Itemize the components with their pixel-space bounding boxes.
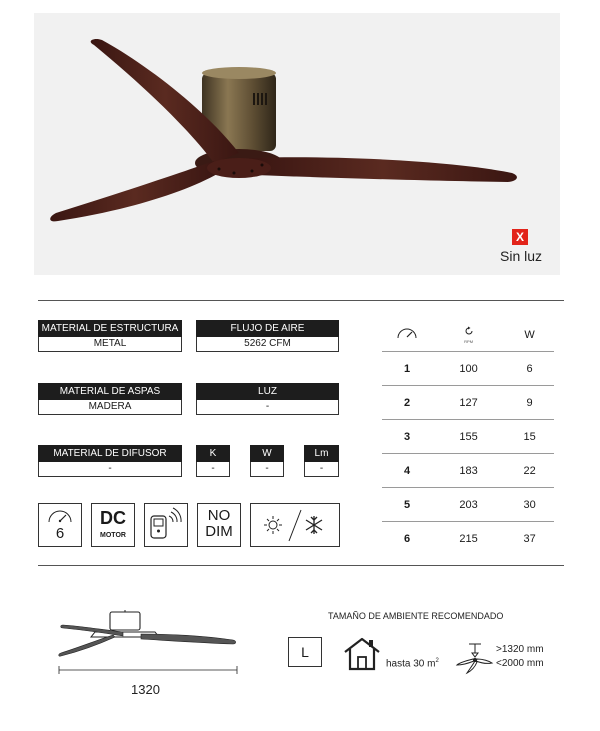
spec-w — [250, 445, 284, 477]
rotation-icon — [464, 326, 474, 336]
area-exponent: 2 — [435, 658, 439, 664]
speedometer-icon — [39, 506, 81, 526]
product-photo — [34, 13, 560, 275]
spec-value: METAL — [38, 337, 182, 352]
table-header-row — [382, 318, 554, 352]
sun-icon — [264, 516, 282, 534]
spec-difusor — [38, 445, 182, 477]
rpm-cell: 215 — [459, 532, 478, 545]
divider-top — [38, 300, 564, 301]
house-icon — [341, 636, 383, 672]
table-row — [382, 352, 554, 386]
speed-cell: 6 — [403, 532, 411, 545]
rpm-label: RPM — [464, 338, 474, 344]
spec-label: K — [196, 445, 230, 462]
spec-label: LUZ — [196, 383, 339, 400]
watt-cell: 37 — [523, 532, 536, 545]
table-row — [382, 386, 554, 420]
area-value: hasta 30 m — [386, 658, 436, 670]
table-row — [382, 420, 554, 454]
no-light-badge: X — [512, 229, 528, 245]
spec-label: MATERIAL DE ESTRUCTURA — [38, 320, 182, 337]
spec-luz — [196, 383, 339, 415]
motor-label: MOTOR — [100, 532, 126, 539]
spec-estructura — [38, 320, 182, 352]
table-row — [382, 522, 554, 556]
watt-cell: 22 — [505, 454, 554, 488]
spec-label: MATERIAL DE DIFUSOR — [38, 445, 182, 462]
ceiling-height-icon — [455, 641, 495, 677]
speed-table — [382, 318, 554, 555]
watt-cell: 6 — [505, 352, 554, 386]
watt-cell: 15 — [505, 420, 554, 454]
summer-winter-icons — [251, 504, 339, 546]
spec-k — [196, 445, 230, 477]
ceiling-fan-image — [34, 13, 560, 275]
spec-lm — [304, 445, 339, 477]
no-dim-box — [197, 503, 241, 547]
spec-aspas — [38, 383, 182, 415]
divider-bottom — [38, 565, 564, 566]
spec-value: - — [304, 462, 339, 477]
rpm-cell: 155 — [432, 420, 505, 454]
rpm-cell: 183 — [432, 454, 505, 488]
nodim-line2: DIM — [205, 523, 233, 540]
spec-label: MATERIAL DE ASPAS — [38, 383, 182, 400]
height-max: <2000 mm — [496, 658, 544, 669]
height-min: >1320 mm — [496, 644, 544, 655]
spec-value: 5262 CFM — [196, 337, 339, 352]
speed-cell: 3 — [382, 420, 432, 454]
spec-value: - — [38, 462, 182, 477]
snowflake-icon — [306, 516, 322, 534]
room-size-box: L — [288, 637, 322, 667]
fan-dimension-drawing — [55, 610, 245, 685]
speedometer-icon — [394, 326, 420, 340]
spec-value: - — [196, 400, 339, 415]
spec-label: W — [250, 445, 284, 462]
room-size-title: TAMAÑO DE AMBIENTE RECOMENDADO — [328, 611, 504, 621]
spec-label: FLUJO DE AIRE — [196, 320, 339, 337]
spec-flujo — [196, 320, 339, 352]
speed-cell: 2 — [382, 386, 432, 420]
speed-cell: 1 — [382, 352, 432, 386]
table-row — [382, 454, 554, 488]
rpm-cell: 127 — [432, 386, 505, 420]
watt-header: W — [505, 318, 554, 352]
speed-header — [382, 318, 432, 352]
watt-cell: 9 — [505, 386, 554, 420]
nodim-line1: NO — [207, 507, 231, 524]
rpm-cell: 100 — [432, 352, 505, 386]
no-light-label: Sin luz — [500, 248, 543, 264]
speed-cell: 4 — [382, 454, 432, 488]
season-box — [250, 503, 340, 547]
spec-label: Lm — [304, 445, 339, 462]
dc-motor-box — [91, 503, 135, 547]
speeds-count: 6 — [55, 525, 65, 542]
remote-box — [144, 503, 188, 547]
dc-label: DC — [100, 508, 126, 528]
speeds-box — [38, 503, 82, 547]
watt-cell: 30 — [505, 488, 554, 522]
spec-value: - — [250, 462, 284, 477]
spec-value: - — [196, 462, 230, 477]
table-row — [382, 488, 554, 522]
rpm-header — [432, 318, 505, 352]
area-label — [386, 658, 439, 669]
remote-control-icon — [145, 504, 187, 546]
diameter-label: 1320 — [131, 682, 160, 697]
spec-value: MADERA — [38, 400, 182, 415]
rpm-cell: 203 — [432, 488, 505, 522]
speed-cell: 5 — [382, 488, 432, 522]
